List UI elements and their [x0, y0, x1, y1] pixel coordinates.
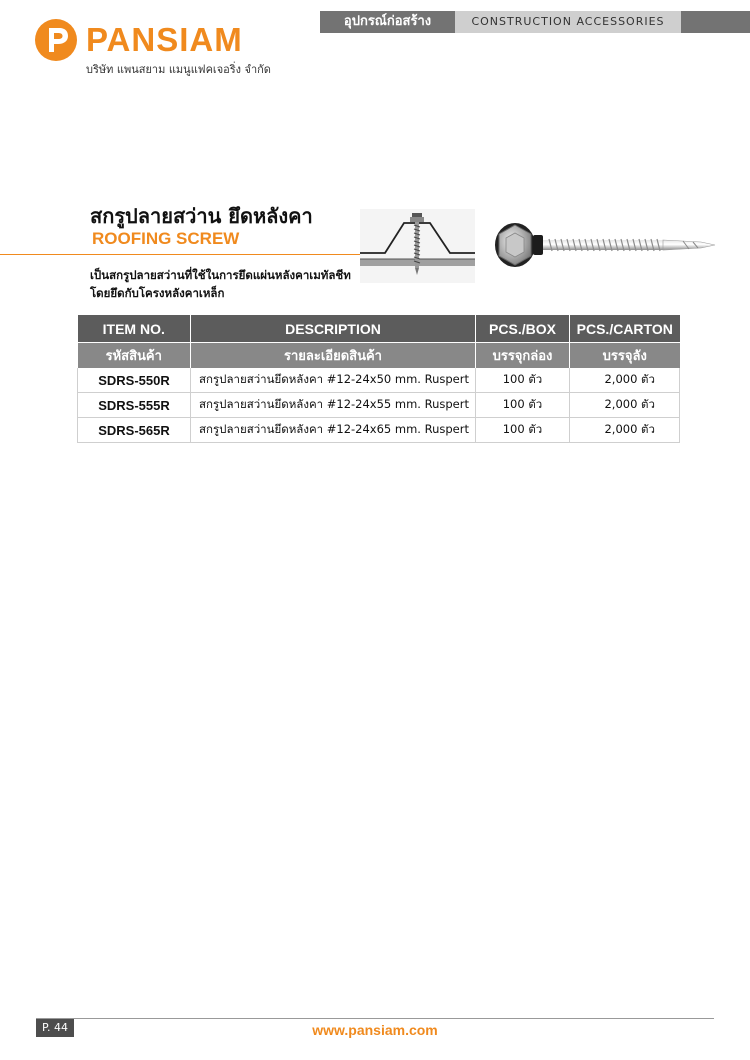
page-number: P. 44 — [36, 1019, 74, 1037]
roof-installation-diagram — [360, 209, 475, 283]
product-table — [77, 315, 680, 443]
col-header-pcs-carton: PCS./CARTON — [570, 315, 680, 343]
category-label-th: อุปกรณ์ก่อสร้าง — [320, 11, 455, 33]
title-divider — [0, 254, 360, 255]
table-row — [78, 418, 680, 443]
col-header-description-th: รายละเอียดสินค้า — [191, 343, 476, 369]
product-description — [90, 266, 351, 302]
col-header-item-no-th: รหัสสินค้า — [78, 343, 191, 369]
col-header-item-no: ITEM NO. — [78, 315, 191, 343]
table-header-th — [78, 343, 680, 369]
description-cell: สกรูปลายสว่านยึดหลังคา #12-24x65 mm. Ruspert — [191, 418, 476, 443]
pcs-carton-cell: 2,000 ตัว — [570, 418, 680, 443]
header-bar-end — [681, 11, 750, 33]
item-no-cell: SDRS-555R — [78, 393, 191, 418]
website-link[interactable]: www.pansiam.com — [312, 1022, 438, 1038]
item-no-cell: SDRS-565R — [78, 418, 191, 443]
footer-divider — [36, 1018, 714, 1019]
brand-name: PANSIAM — [86, 21, 243, 58]
brand-logo — [34, 16, 284, 78]
pcs-box-cell: 100 ตัว — [476, 368, 570, 393]
pcs-box-cell: 100 ตัว — [476, 393, 570, 418]
pansiam-logo-icon — [34, 18, 78, 62]
product-title-th: สกรูปลายสว่าน ยึดหลังคา — [90, 204, 313, 228]
col-header-description: DESCRIPTION — [191, 315, 476, 343]
description-cell: สกรูปลายสว่านยึดหลังคา #12-24x55 mm. Ruspert — [191, 393, 476, 418]
item-no-cell: SDRS-550R — [78, 368, 191, 393]
pcs-box-cell: 100 ตัว — [476, 418, 570, 443]
description-line: โดยยึดกับโครงหลังคาเหล็ก — [90, 286, 225, 300]
table-row — [78, 393, 680, 418]
description-line: เป็นสกรูปลายสว่านที่ใช้ในการยึดแผ่นหลังคาเมทัลชีท — [90, 268, 351, 282]
col-header-pcs-box-th: บรรจุกล่อง — [476, 343, 570, 369]
pcs-carton-cell: 2,000 ตัว — [570, 393, 680, 418]
company-name-th: บริษัท แพนสยาม แมนูแฟคเจอริ่ง จำกัด — [86, 63, 271, 76]
description-cell: สกรูปลายสว่านยึดหลังคา #12-24x50 mm. Ruspert — [191, 368, 476, 393]
col-header-pcs-carton-th: บรรจุลัง — [570, 343, 680, 369]
col-header-pcs-box: PCS./BOX — [476, 315, 570, 343]
table-row — [78, 368, 680, 393]
table-header-en — [78, 315, 680, 343]
product-title-en: ROOFING SCREW — [92, 229, 240, 248]
category-label-en: CONSTRUCTION ACCESSORIES — [455, 11, 681, 33]
roofing-screw-image — [493, 221, 719, 269]
pcs-carton-cell: 2,000 ตัว — [570, 368, 680, 393]
